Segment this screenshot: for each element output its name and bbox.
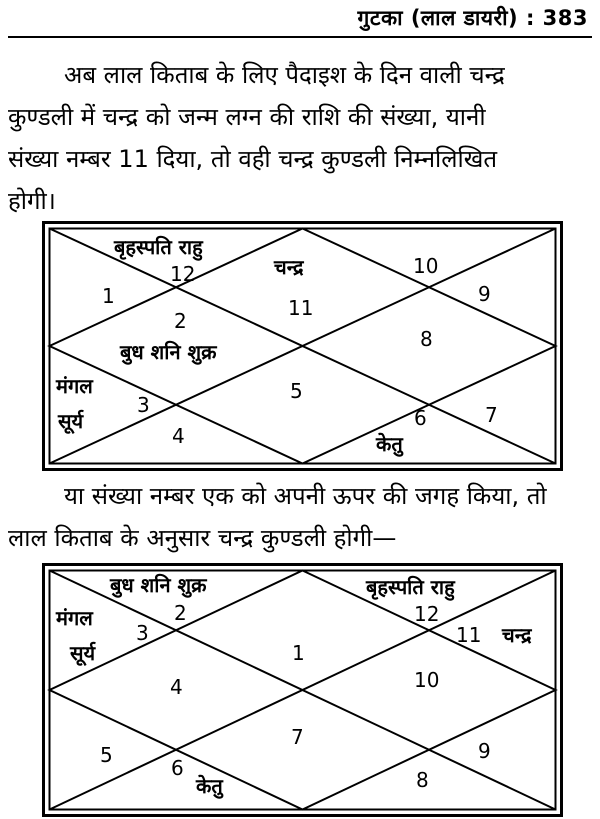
- house-1: 1: [102, 284, 115, 308]
- planet-brihaspati-rahu: बृहस्पति राहु: [366, 575, 455, 599]
- paragraph-1-line: कुण्डली में चन्द्र को जन्म लग्न की राशि की संख्या, यानी: [8, 103, 486, 131]
- planet-budh-shani-shukra: बुध शनि शुक्र: [120, 340, 217, 364]
- house-10: 10: [413, 254, 439, 278]
- house-8: 8: [420, 327, 433, 351]
- planet-chandra: चन्द्र: [274, 255, 304, 279]
- paragraph-1: [8, 54, 594, 222]
- kundli-chart-1: [42, 221, 563, 471]
- paragraph-2: [8, 475, 594, 559]
- house-5: 5: [290, 379, 303, 403]
- house-10: 10: [414, 668, 440, 692]
- house-12: 12: [170, 262, 196, 286]
- page-header: [8, 4, 592, 34]
- house-12: 12: [414, 602, 440, 626]
- planet-ketu: केतु: [196, 774, 223, 798]
- house-3: 3: [137, 393, 150, 417]
- page-header-title: गुटका (लाल डायरी) : 383: [357, 6, 588, 30]
- planet-surya: सूर्य: [58, 409, 84, 433]
- house-4: 4: [170, 675, 183, 699]
- house-7: 7: [485, 403, 498, 427]
- planet-chandra: चन्द्र: [502, 623, 532, 647]
- house-5: 5: [100, 743, 113, 767]
- planet-surya: सूर्य: [70, 641, 96, 665]
- house-4: 4: [172, 424, 185, 448]
- house-11: 11: [288, 296, 314, 320]
- house-11: 11: [456, 623, 482, 647]
- house-3: 3: [136, 621, 149, 645]
- planet-mangal: मंगल: [56, 374, 93, 398]
- planet-mangal: मंगल: [56, 606, 93, 630]
- paragraph-1-line: संख्या नम्बर 11 दिया, तो वही चन्द्र कुण्डली निम्नलिखित: [8, 145, 498, 173]
- paragraph-2-line: लाल किताब के अनुसार चन्द्र कुण्डली होगी—: [8, 524, 397, 552]
- kundli-chart-2-grid: [42, 563, 563, 817]
- planet-brihaspati-rahu: बृहस्पति राहु: [114, 235, 203, 259]
- house-6: 6: [414, 406, 427, 430]
- house-9: 9: [478, 282, 491, 306]
- house-6: 6: [171, 756, 184, 780]
- kundli-chart-2: [42, 563, 563, 817]
- house-2: 2: [174, 309, 187, 333]
- house-8: 8: [416, 768, 429, 792]
- header-rule: [8, 36, 592, 38]
- house-2: 2: [174, 601, 187, 625]
- paragraph-1-line: अब लाल किताब के लिए पैदाइश के दिन वाली चन्द्र: [64, 61, 505, 89]
- house-7: 7: [291, 725, 304, 749]
- paragraph-1-line: होगी।: [8, 187, 56, 215]
- planet-budh-shani-shukra: बुध शनि शुक्र: [110, 573, 207, 597]
- house-1: 1: [292, 641, 305, 665]
- planet-ketu: केतु: [376, 432, 403, 456]
- house-9: 9: [478, 739, 491, 763]
- paragraph-2-line: या संख्या नम्बर एक को अपनी ऊपर की जगह किया, तो: [64, 482, 547, 510]
